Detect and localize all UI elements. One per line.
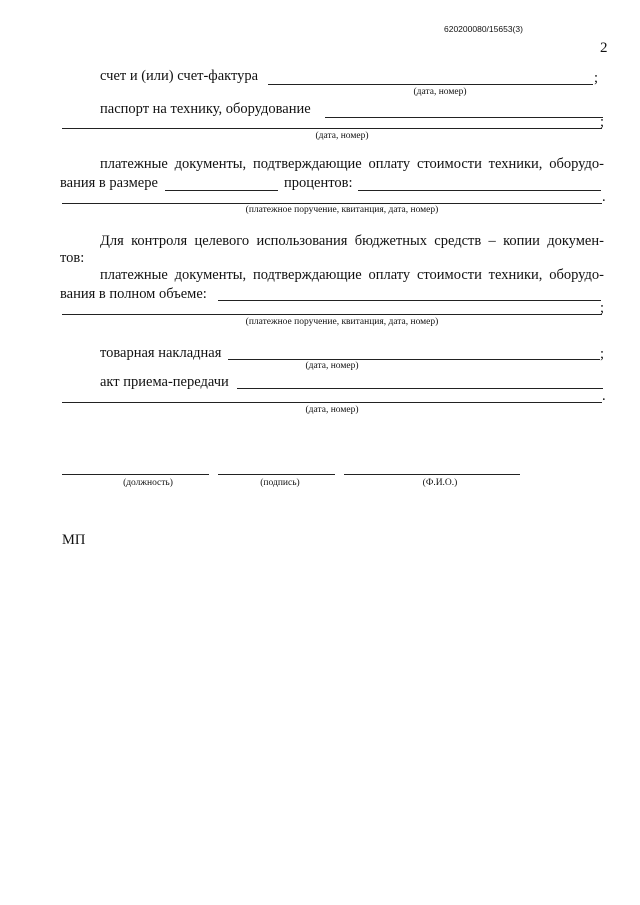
invoice-end: ; bbox=[594, 70, 599, 86]
act-end: . bbox=[602, 388, 606, 404]
payment-full-line-1: платежные документы, подтверждающие оплату стоимости техники, оборудо- bbox=[100, 267, 604, 283]
payment-full-field-2[interactable] bbox=[62, 314, 602, 315]
payment-partial-caption: (платежное поручение, квитанция, дата, номер) bbox=[245, 205, 439, 215]
payment-partial-field-2[interactable] bbox=[62, 203, 602, 204]
waybill-end: ; bbox=[600, 346, 605, 362]
payment-partial-line-1: платежные документы, подтверждающие оплату стоимости техники, оборудо- bbox=[100, 156, 604, 172]
waybill-field[interactable] bbox=[228, 359, 600, 360]
invoice-field[interactable] bbox=[268, 84, 593, 85]
signature-field[interactable] bbox=[218, 474, 335, 475]
waybill-caption: (дата, номер) bbox=[305, 361, 359, 371]
control-line-1: Для контроля целевого использования бюджетных средств – копии докумен- bbox=[100, 233, 604, 249]
payment-full-end: ; bbox=[600, 300, 605, 316]
payment-partial-end: . bbox=[602, 189, 606, 205]
page-number: 2 bbox=[600, 40, 608, 56]
payment-partial-line-2: вания в размере bbox=[60, 175, 158, 191]
payment-full-line-2: вания в полном объеме: bbox=[60, 286, 207, 302]
payment-percent-field[interactable] bbox=[165, 190, 278, 191]
position-caption: (должность) bbox=[123, 478, 173, 488]
invoice-label: счет и (или) счет-фактура bbox=[100, 68, 259, 84]
full-name-caption: (Ф.И.О.) bbox=[422, 478, 458, 488]
payment-partial-field-1[interactable] bbox=[358, 190, 601, 191]
passport-label: паспорт на технику, оборудование bbox=[100, 101, 311, 117]
payment-full-field-1[interactable] bbox=[218, 300, 601, 301]
act-field-2[interactable] bbox=[62, 402, 602, 403]
passport-caption: (дата, номер) bbox=[315, 131, 369, 141]
passport-field-2[interactable] bbox=[62, 128, 602, 129]
invoice-caption: (дата, номер) bbox=[413, 87, 467, 97]
act-field-1[interactable] bbox=[237, 388, 603, 389]
waybill-label: товарная накладная bbox=[100, 345, 222, 361]
full-name-field[interactable] bbox=[344, 474, 520, 475]
stamp-place-label: МП bbox=[62, 532, 86, 548]
payment-full-caption: (платежное поручение, квитанция, дата, номер) bbox=[245, 317, 439, 327]
document-number: 620200080/15653(3) bbox=[444, 24, 523, 34]
passport-end: ; bbox=[600, 114, 605, 130]
position-field[interactable] bbox=[62, 474, 209, 475]
act-caption: (дата, номер) bbox=[305, 405, 359, 415]
signature-caption: (подпись) bbox=[260, 478, 300, 488]
passport-field-1[interactable] bbox=[325, 117, 603, 118]
act-label: акт приема-передачи bbox=[100, 374, 229, 390]
control-line-2: тов: bbox=[60, 250, 85, 266]
payment-partial-percent-label: процентов: bbox=[284, 175, 353, 191]
